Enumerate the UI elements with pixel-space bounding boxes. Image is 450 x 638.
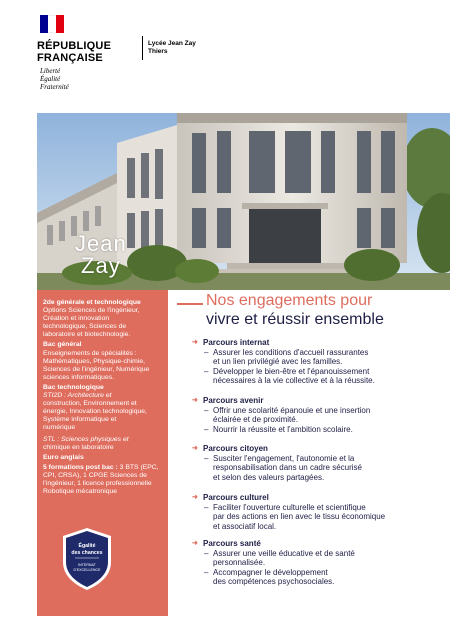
item-line: personnalisée. <box>213 558 266 568</box>
section-avenir <box>192 396 437 434</box>
motto-liberte: Liberté <box>40 67 61 75</box>
title-accent-bar <box>177 303 203 305</box>
block-heading: Euro anglais <box>43 453 84 461</box>
item-line: et un lien privilégié avec les familles. <box>213 357 343 367</box>
item-line: nécessaires à la vie collective et à la réussite. <box>213 376 375 386</box>
item-line: Faciliter l'ouverture culturelle et scientifique <box>213 502 366 512</box>
school-info <box>148 40 196 56</box>
block-line: Options Sciences de l'ingénieur, <box>43 307 140 315</box>
block-line: laboratoire et biotechnologie. <box>43 331 131 339</box>
republic-line-2: FRANÇAISE <box>37 52 103 64</box>
section-title: ➜ Parcours santé <box>192 539 437 549</box>
formations-sidebar <box>37 290 168 616</box>
list-item: – Accompagner le développement des compétences psychosociales. <box>192 568 437 587</box>
block-post-bac <box>43 464 162 496</box>
section-internat <box>192 338 437 386</box>
block-line: 3 BTS (EPC, <box>119 463 159 471</box>
section-sante <box>192 539 437 587</box>
section-culturel <box>192 493 437 531</box>
section-title: ➜ Parcours avenir <box>192 396 437 406</box>
block-euro-anglais <box>43 454 162 462</box>
internat-excellence-badge-icon <box>59 526 115 592</box>
block-heading: 2de générale et technologique <box>43 299 141 306</box>
block-bac-technologique <box>43 384 162 452</box>
badge-line-1: Égalité <box>78 543 96 549</box>
photo-title <box>75 233 127 277</box>
badge-line-4: D'EXCELLENCE <box>73 568 101 572</box>
badge-line-3: INTERNAT <box>78 563 96 567</box>
block-line: énergie, Innovation technologique, <box>43 408 147 416</box>
block-heading: Bac général <box>43 341 82 349</box>
section-citoyen <box>192 444 437 482</box>
item-line: et selon des valeurs partagées. <box>213 472 325 482</box>
block-bac-general <box>43 341 162 381</box>
item-line: Nourrir la réussite et l'ambition scolaire. <box>213 424 353 434</box>
photo-title-line-1: Jean <box>75 231 127 256</box>
list-item: – Faciliter l'ouverture culturelle et scientifique par des actions en lien avec le tissu économique et associatif local. <box>192 503 437 532</box>
list-item: – Développer le bien-être et l'épanouissement nécessaires à la vie collective et à la réussite. <box>192 367 437 386</box>
block-line: Enseignements de spécialités : <box>43 349 137 357</box>
block-line: Création et innovation <box>43 315 110 323</box>
block-line: Système informatique et <box>43 416 117 424</box>
block-line: Sciences de l'ingénieur, Numérique <box>43 365 150 373</box>
list-item: – Offrir une scolarité épanouie et une insertion éclairée et de proximité. <box>192 406 437 425</box>
block-seconde <box>43 299 162 339</box>
main-title-line-2: vivre et réussir ensemble <box>206 311 384 328</box>
section-title: ➜ Parcours internat <box>192 338 437 348</box>
item-line: éclairée et de proximité. <box>213 415 298 425</box>
block-line: chimique en laboratoire <box>43 443 114 451</box>
block-line: l'ingénieur, 1 licence professionnelle <box>43 479 152 487</box>
republic-motto <box>40 67 69 91</box>
item-line: responsabilisation dans un cadre sécurisé <box>213 463 362 473</box>
block-line: CPI, CRSA), 1 CPGE Sciences de <box>43 471 147 479</box>
item-line: par des actions en lien avec le tissu économique <box>213 512 386 522</box>
engagements-panel <box>168 290 450 616</box>
block-line: STI2D : Architecture et <box>43 392 112 400</box>
photo-title-line-2: Zay <box>81 253 121 278</box>
motto-fraternite: Fraternité <box>40 83 69 91</box>
block-heading: Bac technologique <box>43 383 104 391</box>
block-line: STL : Sciences physiques et <box>43 435 129 443</box>
flag-white-stripe <box>48 15 56 33</box>
block-line: sciences informatiques. <box>43 373 115 381</box>
school-city: Thiers <box>148 48 168 55</box>
flag-blue-stripe <box>40 15 48 33</box>
header <box>0 0 450 110</box>
french-flag-icon <box>40 15 64 33</box>
school-name: Lycée Jean Zay <box>148 40 196 47</box>
motto-egalite: Égalité <box>40 75 61 83</box>
item-line: Développer le bien-être et l'épanouissement <box>213 366 370 376</box>
item-line: des compétences psychosociales. <box>213 577 335 587</box>
list-item: – Susciter l'engagement, l'autonomie et la responsabilisation dans un cadre sécurisé et selon des valeurs partagées. <box>192 454 437 483</box>
block-line: technologique, Sciences de <box>43 323 127 331</box>
block-line: Robotique mécatronique <box>43 488 118 496</box>
block-line: Mathématiques, Physique-chimie, <box>43 357 145 365</box>
republic-line-1: RÉPUBLIQUE <box>37 40 112 52</box>
block-line: construction, Environnement et <box>43 400 137 408</box>
list-item: – Nourrir la réussite et l'ambition scolaire. <box>192 425 437 435</box>
item-line: et associatif local. <box>213 521 277 531</box>
main-title-line-1: Nos engagements pour <box>206 292 373 309</box>
list-item: – Assurer une veille éducative et de santé personnalisée. <box>192 549 437 568</box>
flag-red-stripe <box>56 15 64 33</box>
item-line: Assurer les conditions d'accueil rassurantes <box>213 347 369 357</box>
block-heading: 5 formations post bac : <box>43 463 120 471</box>
list-item: – Assurer les conditions d'accueil rassurantes et un lien privilégié avec les familles. <box>192 348 437 367</box>
item-line: Accompagner le développement <box>213 567 328 577</box>
badge-line-2: des chances <box>71 550 103 556</box>
block-line: numérique <box>43 424 76 432</box>
item-line: Assurer une veille éducative et de santé <box>213 548 355 558</box>
republic-name <box>37 40 111 64</box>
section-title: ➜ Parcours citoyen <box>192 444 437 454</box>
item-line: Offrir une scolarité épanouie et une insertion <box>213 405 371 415</box>
header-divider <box>142 36 143 60</box>
item-line: Susciter l'engagement, l'autonomie et la <box>213 453 355 463</box>
section-title: ➜ Parcours culturel <box>192 493 437 503</box>
